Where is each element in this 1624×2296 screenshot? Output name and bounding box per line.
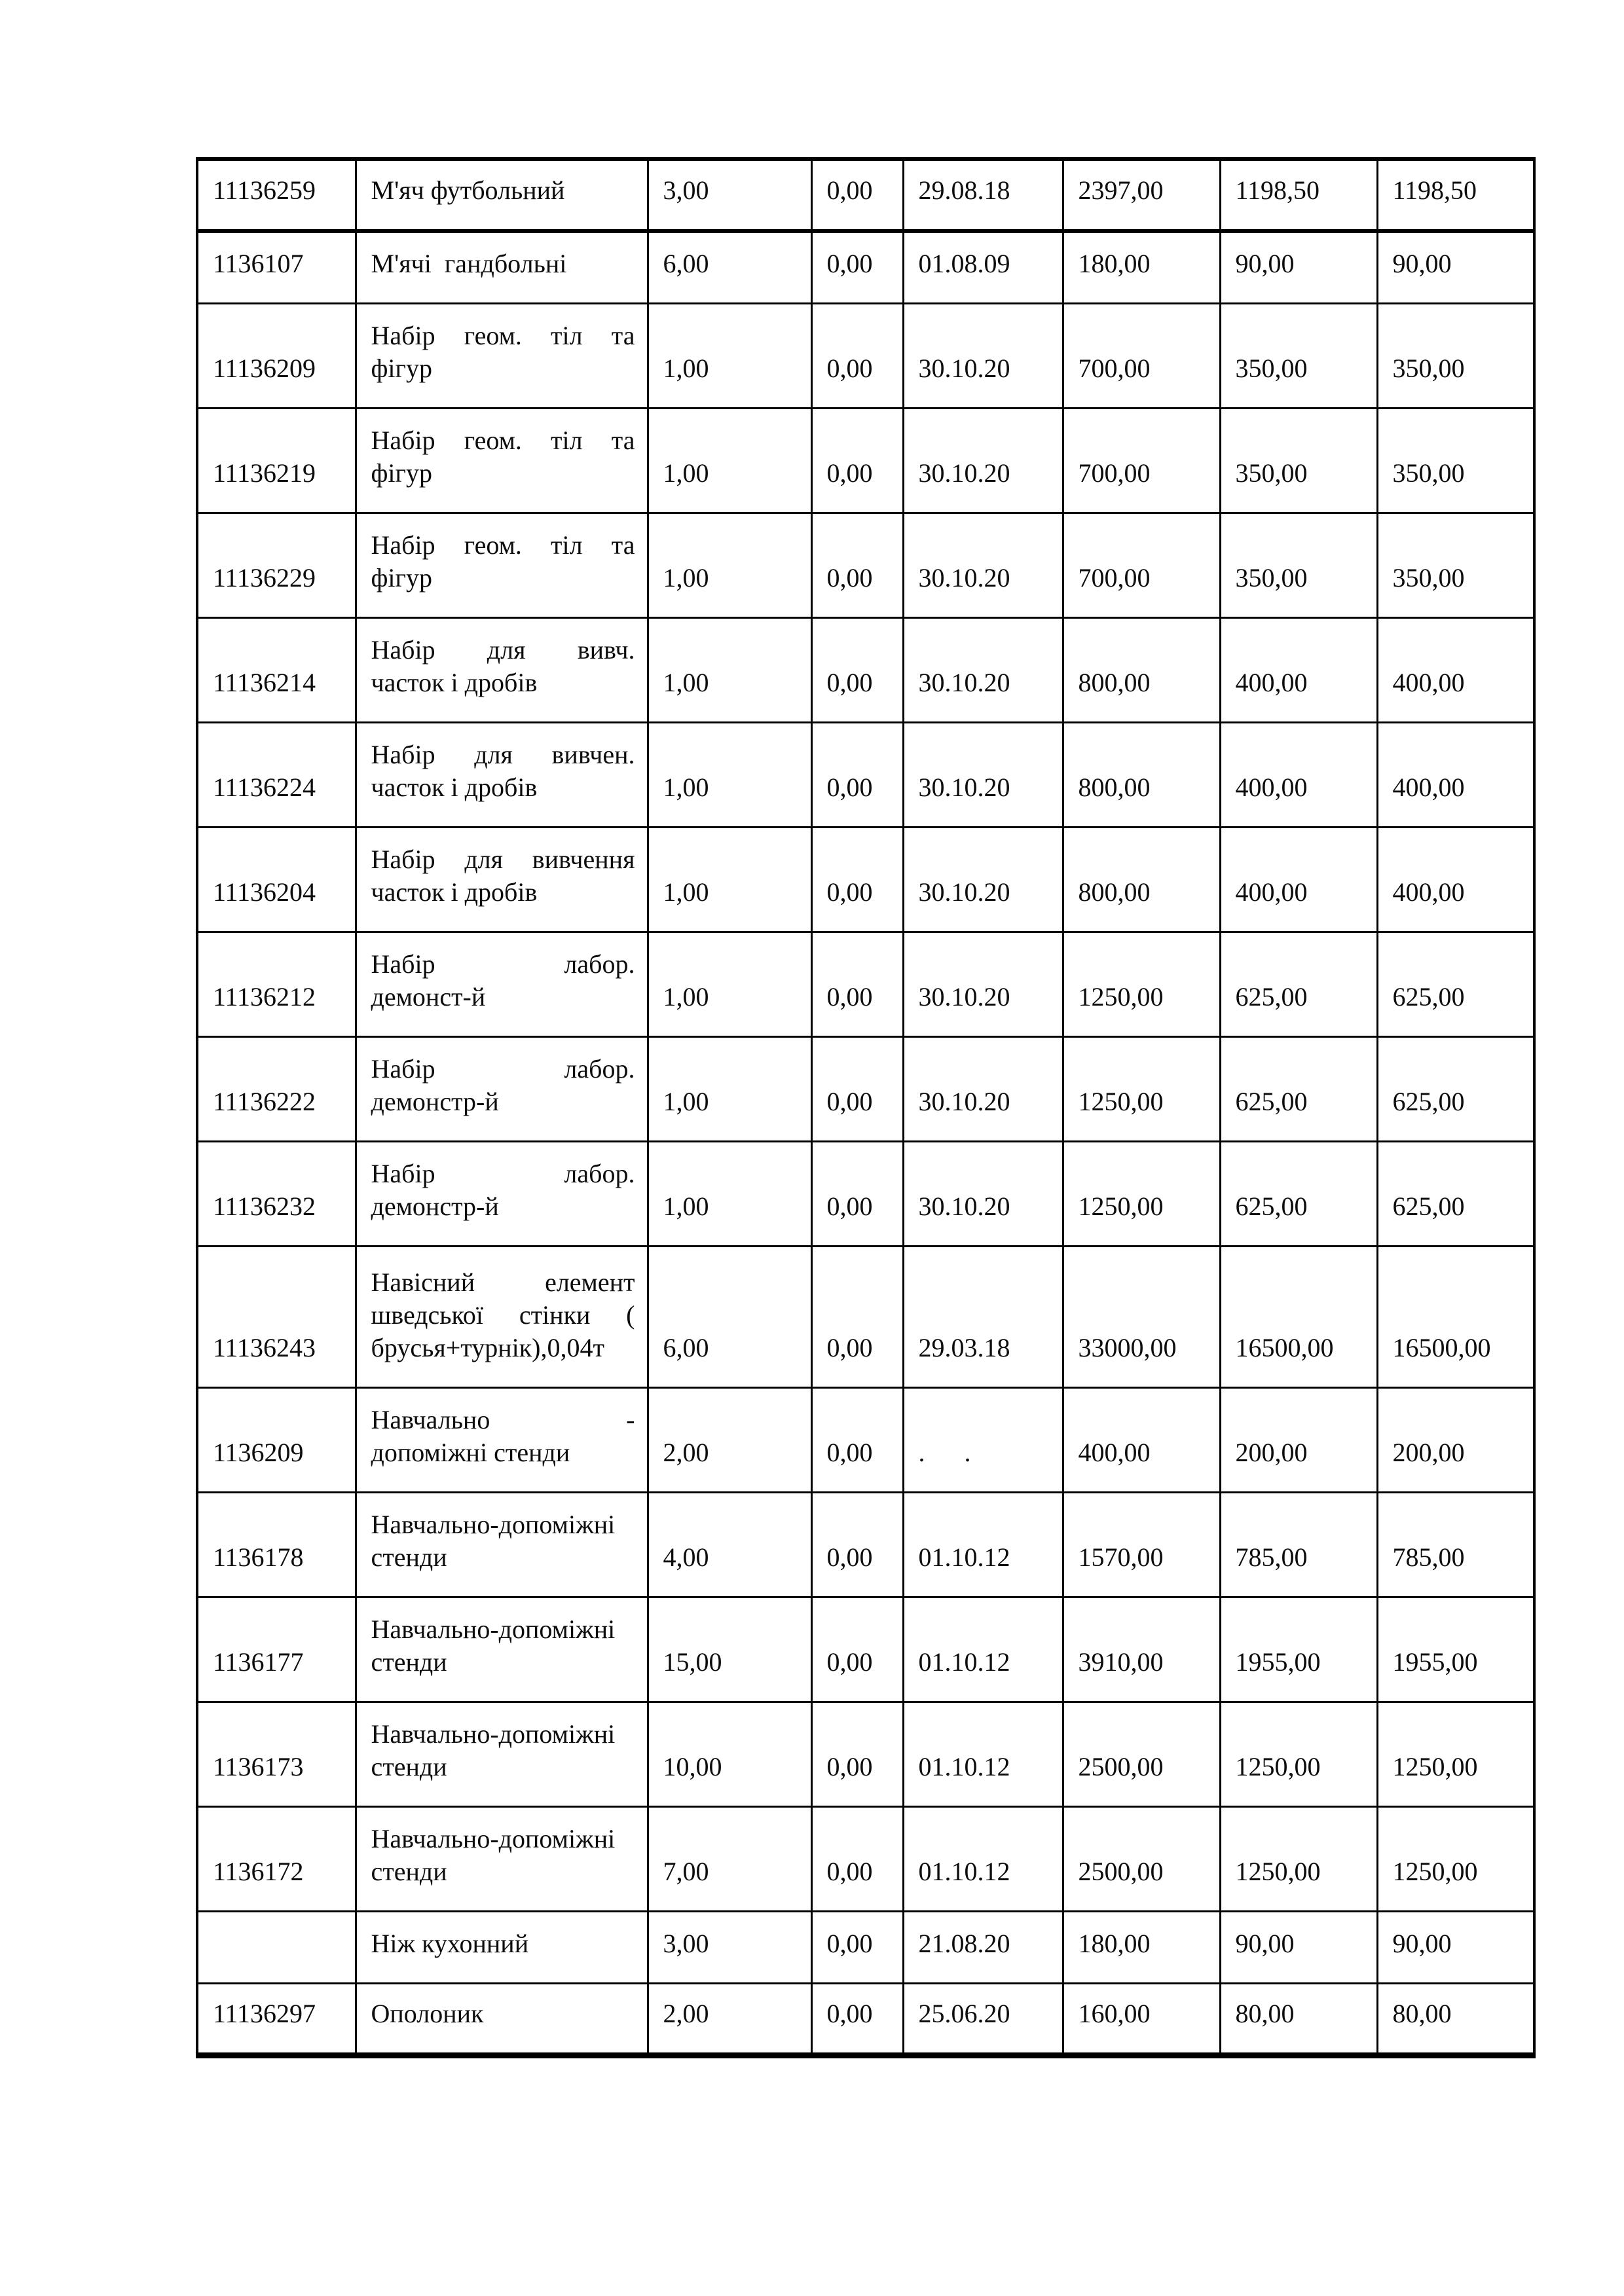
- item-id-cell: 1136173: [197, 1702, 356, 1806]
- table-row: [197, 1983, 1534, 2055]
- quantity-issued-cell: 0,00: [811, 513, 903, 617]
- name-line: стенди: [371, 1647, 447, 1677]
- initial-cost-cell: 33000,00: [1063, 1246, 1220, 1387]
- item-name-cell: [356, 408, 648, 513]
- wear-sum-cell: 625,00: [1220, 1036, 1377, 1141]
- item-id-cell: 11136297: [197, 1983, 356, 2055]
- name-line: демонст-й: [371, 981, 486, 1011]
- name-line: стенди: [371, 1856, 447, 1886]
- wear-sum-cell: 1198,50: [1220, 159, 1377, 231]
- initial-cost-cell: 2500,00: [1063, 1806, 1220, 1911]
- quantity-issued-cell: 0,00: [811, 1983, 903, 2055]
- name-line: демонстр-й: [371, 1191, 499, 1221]
- wear-sum-cell: 350,00: [1220, 408, 1377, 513]
- name-word: тіл: [551, 530, 583, 560]
- residual-value-cell: 400,00: [1377, 827, 1534, 932]
- name-line-justified: [371, 319, 635, 352]
- name-line-justified: [371, 529, 635, 562]
- name-word: Набір: [371, 634, 435, 665]
- table-row: [197, 827, 1534, 932]
- date-cell: 30.10.20: [903, 408, 1063, 513]
- name-word: (: [626, 1300, 635, 1330]
- name-line: демонстр-й: [371, 1086, 499, 1116]
- residual-value-cell: 400,00: [1377, 722, 1534, 827]
- wear-sum-cell: 625,00: [1220, 1141, 1377, 1246]
- quantity-issued-cell: 0,00: [811, 1141, 903, 1246]
- initial-cost-cell: 180,00: [1063, 231, 1220, 303]
- table-row: [197, 303, 1534, 408]
- item-id-cell: [197, 1911, 356, 1983]
- table-row: [197, 1246, 1534, 1387]
- residual-value-cell: 350,00: [1377, 303, 1534, 408]
- wear-sum-cell: 400,00: [1220, 827, 1377, 932]
- table-row: [197, 1911, 1534, 1983]
- residual-value-cell: 625,00: [1377, 1036, 1534, 1141]
- quantity-issued-cell: 0,00: [811, 159, 903, 231]
- name-word: та: [611, 425, 635, 455]
- name-line: Навчально-допоміжні: [371, 1719, 616, 1749]
- inventory-table-body: [197, 159, 1534, 2055]
- table-row: [197, 1492, 1534, 1597]
- residual-value-cell: 625,00: [1377, 932, 1534, 1036]
- name-word: шведської: [371, 1300, 484, 1330]
- quantity-issued-cell: 0,00: [811, 1387, 903, 1492]
- name-word: для: [487, 634, 526, 665]
- item-name-cell: [356, 1983, 648, 2055]
- residual-value-cell: 1955,00: [1377, 1597, 1534, 1702]
- table-row: [197, 1387, 1534, 1492]
- item-name-cell: [356, 1702, 648, 1806]
- name-word: Набір: [371, 844, 435, 874]
- name-line-justified: [371, 948, 635, 981]
- residual-value-cell: 90,00: [1377, 1911, 1534, 1983]
- quantity-issued-cell: 0,00: [811, 722, 903, 827]
- quantity-cell: 3,00: [648, 159, 811, 231]
- wear-sum-cell: 350,00: [1220, 303, 1377, 408]
- quantity-cell: 7,00: [648, 1806, 811, 1911]
- inventory-table: [196, 157, 1536, 2058]
- name-word: Набір: [371, 320, 435, 350]
- wear-sum-cell: 1955,00: [1220, 1597, 1377, 1702]
- item-name-cell: [356, 1246, 648, 1387]
- quantity-issued-cell: 0,00: [811, 1246, 903, 1387]
- name-line: часток і дробів: [371, 772, 538, 802]
- wear-sum-cell: 90,00: [1220, 1911, 1377, 1983]
- item-name-cell: [356, 827, 648, 932]
- name-word: геом.: [464, 530, 522, 560]
- table-row: [197, 1036, 1534, 1141]
- quantity-issued-cell: 0,00: [811, 1806, 903, 1911]
- name-line-justified: [371, 738, 635, 771]
- quantity-cell: 1,00: [648, 722, 811, 827]
- quantity-cell: 1,00: [648, 827, 811, 932]
- item-name-cell: [356, 159, 648, 231]
- name-word: вивчен.: [551, 739, 635, 769]
- residual-value-cell: 90,00: [1377, 231, 1534, 303]
- item-id-cell: 11136219: [197, 408, 356, 513]
- name-line: Ніж кухонний: [371, 1928, 529, 1958]
- initial-cost-cell: 1250,00: [1063, 932, 1220, 1036]
- name-word: Навчально: [371, 1404, 490, 1434]
- wear-sum-cell: 350,00: [1220, 513, 1377, 617]
- quantity-cell: 1,00: [648, 617, 811, 722]
- name-line: часток і дробів: [371, 667, 538, 697]
- name-word: тіл: [551, 320, 583, 350]
- item-name-cell: [356, 1492, 648, 1597]
- quantity-issued-cell: 0,00: [811, 932, 903, 1036]
- residual-value-cell: 400,00: [1377, 617, 1534, 722]
- name-word: Навісний: [371, 1267, 475, 1297]
- item-id-cell: 11136204: [197, 827, 356, 932]
- name-word: Набір: [371, 1053, 435, 1084]
- item-id-cell: 1136172: [197, 1806, 356, 1911]
- name-word: Набір: [371, 739, 435, 769]
- initial-cost-cell: 800,00: [1063, 827, 1220, 932]
- initial-cost-cell: 180,00: [1063, 1911, 1220, 1983]
- item-id-cell: 11136222: [197, 1036, 356, 1141]
- item-id-cell: 1136178: [197, 1492, 356, 1597]
- name-line-justified: [371, 424, 635, 457]
- initial-cost-cell: 3910,00: [1063, 1597, 1220, 1702]
- quantity-issued-cell: 0,00: [811, 1036, 903, 1141]
- wear-sum-cell: 1250,00: [1220, 1702, 1377, 1806]
- name-line: Навчально-допоміжні: [371, 1823, 616, 1853]
- name-line: допоміжні стенди: [371, 1437, 570, 1467]
- residual-value-cell: 350,00: [1377, 408, 1534, 513]
- initial-cost-cell: 700,00: [1063, 303, 1220, 408]
- residual-value-cell: 350,00: [1377, 513, 1534, 617]
- name-word: Набір: [371, 949, 435, 979]
- quantity-cell: 2,00: [648, 1983, 811, 2055]
- quantity-issued-cell: 0,00: [811, 1597, 903, 1702]
- quantity-issued-cell: 0,00: [811, 1702, 903, 1806]
- name-line: брусья+турнік),0,04т: [371, 1332, 604, 1362]
- name-word: -: [626, 1404, 635, 1434]
- date-cell: 30.10.20: [903, 1141, 1063, 1246]
- item-name-cell: [356, 932, 648, 1036]
- item-id-cell: 11136212: [197, 932, 356, 1036]
- table-row: [197, 159, 1534, 231]
- date-cell: 30.10.20: [903, 722, 1063, 827]
- quantity-issued-cell: 0,00: [811, 1911, 903, 1983]
- date-cell: 29.08.18: [903, 159, 1063, 231]
- name-line-justified: [371, 1404, 635, 1436]
- name-word: тіл: [551, 425, 583, 455]
- residual-value-cell: 1250,00: [1377, 1702, 1534, 1806]
- initial-cost-cell: 1250,00: [1063, 1141, 1220, 1246]
- name-line: часток і дробів: [371, 877, 538, 907]
- initial-cost-cell: 160,00: [1063, 1983, 1220, 2055]
- item-name-cell: [356, 1141, 648, 1246]
- date-cell: 01.10.12: [903, 1492, 1063, 1597]
- item-name-cell: [356, 1036, 648, 1141]
- name-line: стенди: [371, 1542, 447, 1572]
- item-id-cell: 1136177: [197, 1597, 356, 1702]
- name-word: Набір: [371, 530, 435, 560]
- name-word: лабор.: [564, 949, 635, 979]
- initial-cost-cell: 700,00: [1063, 513, 1220, 617]
- name-word: для: [474, 739, 513, 769]
- name-line: фігур: [371, 562, 432, 592]
- wear-sum-cell: 1250,00: [1220, 1806, 1377, 1911]
- item-name-cell: [356, 303, 648, 408]
- residual-value-cell: 1250,00: [1377, 1806, 1534, 1911]
- table-row: [197, 617, 1534, 722]
- quantity-cell: 1,00: [648, 1036, 811, 1141]
- item-name-cell: [356, 1911, 648, 1983]
- name-line: стенди: [371, 1751, 447, 1781]
- date-cell: 30.10.20: [903, 303, 1063, 408]
- table-row: [197, 722, 1534, 827]
- quantity-cell: 2,00: [648, 1387, 811, 1492]
- name-line-justified: [371, 1157, 635, 1190]
- date-cell: 30.10.20: [903, 513, 1063, 617]
- name-line-justified: [371, 634, 635, 666]
- initial-cost-cell: 800,00: [1063, 617, 1220, 722]
- item-name-cell: [356, 1387, 648, 1492]
- name-word: для: [464, 844, 504, 874]
- name-word: лабор.: [564, 1158, 635, 1188]
- date-cell: . .: [903, 1387, 1063, 1492]
- initial-cost-cell: 700,00: [1063, 408, 1220, 513]
- date-cell: 01.10.12: [903, 1806, 1063, 1911]
- name-line: фігур: [371, 353, 432, 383]
- name-word: та: [611, 320, 635, 350]
- quantity-cell: 3,00: [648, 1911, 811, 1983]
- item-id-cell: 11136214: [197, 617, 356, 722]
- name-line: Ополоник: [371, 1998, 484, 2028]
- name-line-justified: [371, 1266, 635, 1299]
- name-word: та: [611, 530, 635, 560]
- name-line-justified: [371, 843, 635, 876]
- item-id-cell: 11136224: [197, 722, 356, 827]
- wear-sum-cell: 90,00: [1220, 231, 1377, 303]
- date-cell: 25.06.20: [903, 1983, 1063, 2055]
- quantity-issued-cell: 0,00: [811, 408, 903, 513]
- initial-cost-cell: 1250,00: [1063, 1036, 1220, 1141]
- item-name-cell: [356, 1597, 648, 1702]
- table-row: [197, 1806, 1534, 1911]
- quantity-cell: 6,00: [648, 1246, 811, 1387]
- name-line: М'яч футбольний: [371, 175, 565, 205]
- quantity-issued-cell: 0,00: [811, 617, 903, 722]
- quantity-cell: 1,00: [648, 303, 811, 408]
- name-word: Набір: [371, 1158, 435, 1188]
- quantity-cell: 6,00: [648, 231, 811, 303]
- quantity-issued-cell: 0,00: [811, 231, 903, 303]
- table-row: [197, 408, 1534, 513]
- name-word: вивчення: [532, 844, 635, 874]
- quantity-cell: 1,00: [648, 513, 811, 617]
- wear-sum-cell: 400,00: [1220, 722, 1377, 827]
- name-word: Набір: [371, 425, 435, 455]
- initial-cost-cell: 800,00: [1063, 722, 1220, 827]
- item-id-cell: 1136209: [197, 1387, 356, 1492]
- wear-sum-cell: 625,00: [1220, 932, 1377, 1036]
- name-word: елемент: [545, 1267, 635, 1297]
- quantity-cell: 1,00: [648, 932, 811, 1036]
- table-row: [197, 231, 1534, 303]
- date-cell: 21.08.20: [903, 1911, 1063, 1983]
- date-cell: 01.10.12: [903, 1597, 1063, 1702]
- wear-sum-cell: 200,00: [1220, 1387, 1377, 1492]
- item-id-cell: 11136232: [197, 1141, 356, 1246]
- initial-cost-cell: 2397,00: [1063, 159, 1220, 231]
- residual-value-cell: 200,00: [1377, 1387, 1534, 1492]
- wear-sum-cell: 400,00: [1220, 617, 1377, 722]
- date-cell: 01.10.12: [903, 1702, 1063, 1806]
- name-word: геом.: [464, 320, 522, 350]
- initial-cost-cell: 2500,00: [1063, 1702, 1220, 1806]
- item-name-cell: [356, 231, 648, 303]
- date-cell: 30.10.20: [903, 1036, 1063, 1141]
- date-cell: 30.10.20: [903, 827, 1063, 932]
- quantity-cell: 10,00: [648, 1702, 811, 1806]
- name-line: Навчально-допоміжні: [371, 1614, 616, 1644]
- quantity-issued-cell: 0,00: [811, 827, 903, 932]
- date-cell: 30.10.20: [903, 932, 1063, 1036]
- item-id-cell: 11136259: [197, 159, 356, 231]
- quantity-issued-cell: 0,00: [811, 303, 903, 408]
- residual-value-cell: 80,00: [1377, 1983, 1534, 2055]
- residual-value-cell: 16500,00: [1377, 1246, 1534, 1387]
- name-line-justified: [371, 1053, 635, 1085]
- quantity-cell: 15,00: [648, 1597, 811, 1702]
- initial-cost-cell: 400,00: [1063, 1387, 1220, 1492]
- item-id-cell: 11136229: [197, 513, 356, 617]
- quantity-issued-cell: 0,00: [811, 1492, 903, 1597]
- table-row: [197, 1597, 1534, 1702]
- table-row: [197, 1141, 1534, 1246]
- date-cell: 29.03.18: [903, 1246, 1063, 1387]
- name-line-justified: [371, 1299, 635, 1332]
- table-row: [197, 513, 1534, 617]
- table-row: [197, 932, 1534, 1036]
- quantity-cell: 1,00: [648, 1141, 811, 1246]
- residual-value-cell: 785,00: [1377, 1492, 1534, 1597]
- item-id-cell: 11136243: [197, 1246, 356, 1387]
- table-row: [197, 1702, 1534, 1806]
- item-name-cell: [356, 617, 648, 722]
- item-id-cell: 11136209: [197, 303, 356, 408]
- name-word: геом.: [464, 425, 522, 455]
- residual-value-cell: 625,00: [1377, 1141, 1534, 1246]
- name-line: М'ячі гандбольні: [371, 248, 567, 278]
- wear-sum-cell: 16500,00: [1220, 1246, 1377, 1387]
- item-name-cell: [356, 1806, 648, 1911]
- initial-cost-cell: 1570,00: [1063, 1492, 1220, 1597]
- date-cell: 01.08.09: [903, 231, 1063, 303]
- quantity-cell: 1,00: [648, 408, 811, 513]
- name-word: вивч.: [577, 634, 635, 665]
- residual-value-cell: 1198,50: [1377, 159, 1534, 231]
- item-name-cell: [356, 722, 648, 827]
- date-cell: 30.10.20: [903, 617, 1063, 722]
- wear-sum-cell: 80,00: [1220, 1983, 1377, 2055]
- name-line: Навчально-допоміжні: [371, 1509, 616, 1539]
- item-name-cell: [356, 513, 648, 617]
- name-line: фігур: [371, 458, 432, 488]
- item-id-cell: 1136107: [197, 231, 356, 303]
- name-word: лабор.: [564, 1053, 635, 1084]
- wear-sum-cell: 785,00: [1220, 1492, 1377, 1597]
- quantity-cell: 4,00: [648, 1492, 811, 1597]
- name-word: стінки: [519, 1300, 591, 1330]
